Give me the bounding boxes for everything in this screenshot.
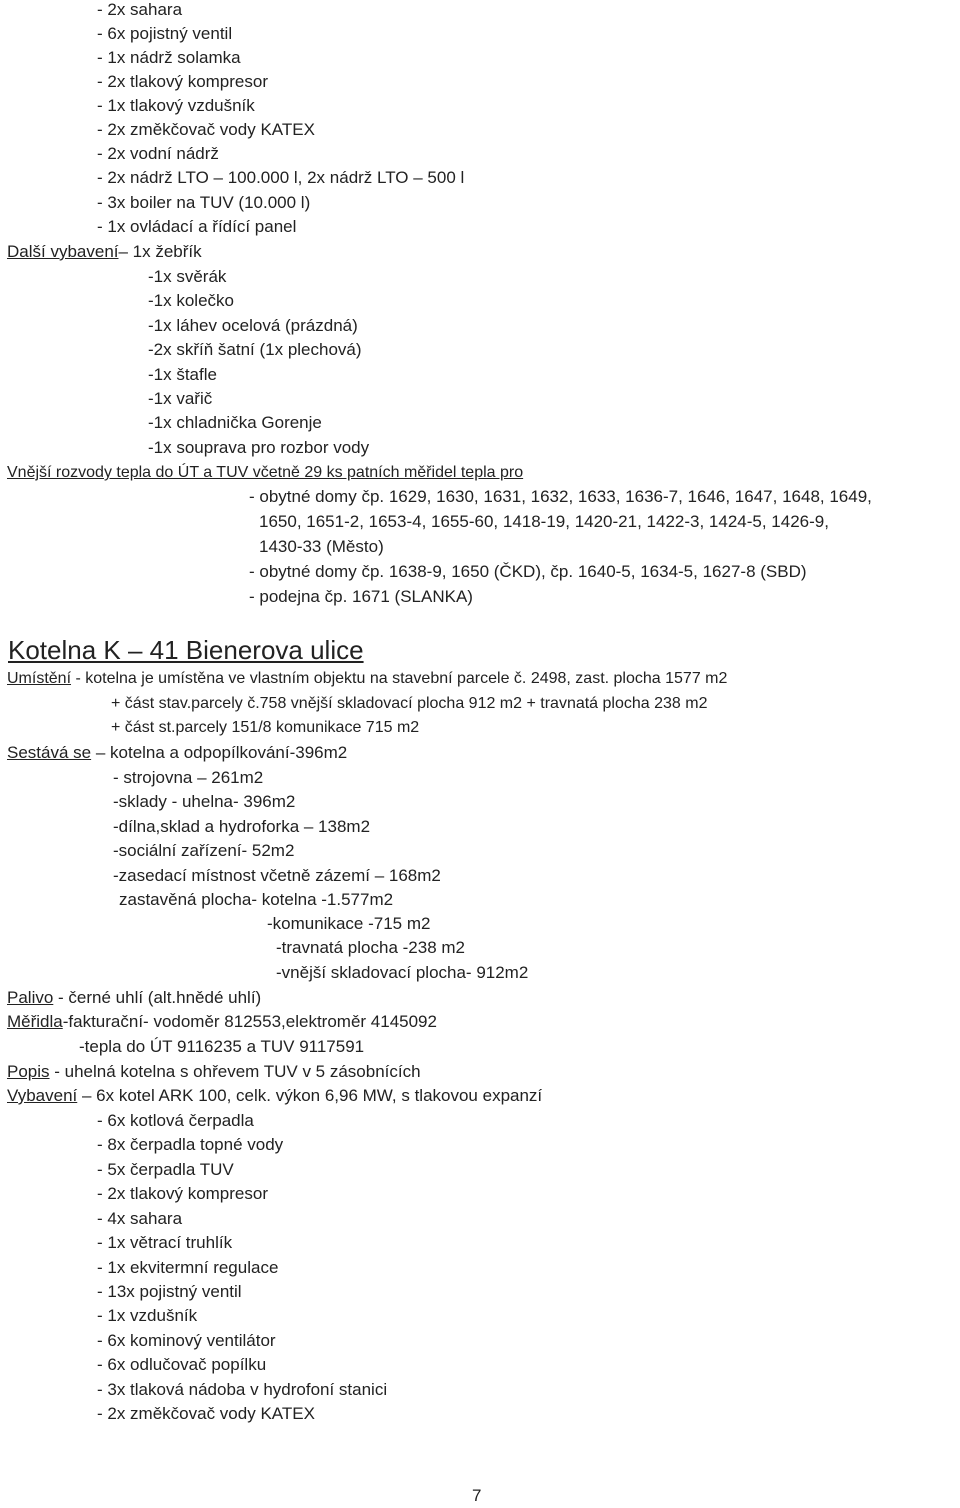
list-item: - 13x pojistný ventil xyxy=(97,1282,242,1301)
vnejsi-rozvody-line: - obytné domy čp. 1629, 1630, 1631, 1632, 1633, 1636-7, 1646, 1647, 1648, 1649, xyxy=(249,487,872,506)
popis-text: - uhelná kotelna s ohřevem TUV v 5 zásobnících xyxy=(49,1062,421,1081)
list-item: - 3x boiler na TUV (10.000 l) xyxy=(97,193,311,212)
popis-label: Popis xyxy=(7,1062,50,1081)
list-item: -1x štafle xyxy=(148,365,217,384)
list-item: -1x chladnička Gorenje xyxy=(148,413,322,432)
sestava-line: -sociální zařízení- 52m2 xyxy=(113,841,295,860)
list-item: - 6x kominový ventilátor xyxy=(97,1331,276,1350)
sestava-line: -komunikace -715 m2 xyxy=(267,914,431,933)
meridla-row xyxy=(7,1010,437,1034)
page-number: 7 xyxy=(472,1486,482,1505)
dalsi-vybaveni-first: – 1x žebřík xyxy=(118,242,202,261)
vybaveni-row xyxy=(7,1084,542,1108)
palivo-label: Palivo xyxy=(7,988,54,1007)
sestava-line: -dílna,sklad a hydroforka – 138m2 xyxy=(113,817,371,836)
list-item: - 1x větrací truhlík xyxy=(97,1233,233,1252)
list-item: - 1x ovládací a řídící panel xyxy=(97,217,297,236)
vnejsi-rozvody-line: 1430-33 (Město) xyxy=(259,537,384,556)
list-item: -1x kolečko xyxy=(148,291,234,310)
umisteni-row xyxy=(7,667,727,691)
sestava-line: -vnější skladovací plocha- 912m2 xyxy=(276,963,529,982)
vnejsi-rozvody-label: Vnější rozvody tepla do ÚT a TUV včetně 29 ks patních měřidel tepla pro xyxy=(7,464,524,481)
sestava-line: - strojovna – 261m2 xyxy=(113,768,264,787)
list-item: -1x souprava pro rozbor vody xyxy=(148,438,370,457)
list-item: -1x vařič xyxy=(148,389,213,408)
list-item: - 2x nádrž LTO – 100.000 l, 2x nádrž LTO – 500 l xyxy=(97,168,465,187)
list-item: - 5x čerpadla TUV xyxy=(97,1160,234,1179)
vnejsi-rozvody-line: 1650, 1651-2, 1653-4, 1655-60, 1418-19, 1420-21, 1422-3, 1424-5, 1426-9, xyxy=(259,512,829,531)
list-item: - 1x tlakový vzdušník xyxy=(97,96,255,115)
umisteni-label: Umístění xyxy=(7,670,72,687)
sestava-line: -travnatá plocha -238 m2 xyxy=(276,938,465,957)
sestava-line: -zasedací místnost včetně zázemí – 168m2 xyxy=(113,866,441,885)
vybaveni-label: Vybavení xyxy=(7,1086,78,1105)
vybaveni-first: – 6x kotel ARK 100, celk. výkon 6,96 MW, s tlakovou expanzí xyxy=(77,1086,543,1105)
popis-row xyxy=(7,1060,421,1084)
sestava-label: Sestává se xyxy=(7,743,92,762)
list-item: -2x skříň šatní (1x plechová) xyxy=(148,340,362,359)
list-item: - 4x sahara xyxy=(97,1209,183,1228)
dalsi-vybaveni-label: Další vybavení xyxy=(7,242,119,261)
list-item: - 6x kotlová čerpadla xyxy=(97,1111,254,1130)
list-item: - 2x sahara xyxy=(97,0,183,19)
list-item: - 2x změkčovač vody KATEX xyxy=(97,1404,315,1423)
palivo-row xyxy=(7,986,261,1010)
list-item: - 1x nádrž solamka xyxy=(97,48,241,67)
sestava-line: zastavěná plocha- kotelna -1.577m2 xyxy=(119,890,394,909)
list-item: - 3x tlaková nádoba v hydrofoní stanici xyxy=(97,1380,388,1399)
list-item: - 2x tlakový kompresor xyxy=(97,72,268,91)
meridla-line: -tepla do ÚT 9116235 a TUV 9117591 xyxy=(79,1037,365,1056)
list-item: -1x láhev ocelová (prázdná) xyxy=(148,316,358,335)
list-item: - 6x pojistný ventil xyxy=(97,24,233,43)
dalsi-vybaveni-row xyxy=(7,240,202,264)
sestava-row xyxy=(7,741,347,765)
sestava-line: -sklady - uhelna- 396m2 xyxy=(113,792,296,811)
vnejsi-rozvody-line: - obytné domy čp. 1638-9, 1650 (ČKD), čp. 1640-5, 1634-5, 1627-8 (SBD) xyxy=(249,562,807,581)
umisteni-line: + část stav.parcely č.758 vnější skladovací plocha 912 m2 + travnatá plocha 238 m2 xyxy=(111,695,708,712)
list-item: - 8x čerpadla topné vody xyxy=(97,1135,284,1154)
section-heading: Kotelna K – 41 Bienerova ulice xyxy=(8,635,364,665)
list-item: - 6x odlučovač popílku xyxy=(97,1355,267,1374)
umisteni-text: - kotelna je umístěna ve vlastním objektu na stavební parcele č. 2498, zast. plocha 1577 m2 xyxy=(71,670,728,687)
sestava-text: – kotelna a odpopílkování-396m2 xyxy=(91,743,348,762)
vnejsi-rozvody-line: - podejna čp. 1671 (SLANKA) xyxy=(249,587,473,606)
list-item: -1x svěrák xyxy=(148,267,227,286)
list-item: - 2x tlakový kompresor xyxy=(97,1184,268,1203)
palivo-text: - černé uhlí (alt.hnědé uhlí) xyxy=(53,988,262,1007)
list-item: - 1x ekvitermní regulace xyxy=(97,1258,279,1277)
list-item: - 2x vodní nádrž xyxy=(97,144,219,163)
list-item: - 1x vzdušník xyxy=(97,1306,198,1325)
meridla-label: Měřidla xyxy=(7,1012,63,1031)
umisteni-line: + část st.parcely 151/8 komunikace 715 m2 xyxy=(111,719,420,736)
meridla-text: -fakturační- vodoměr 812553,elektroměr 4145092 xyxy=(62,1012,437,1031)
list-item: - 2x změkčovač vody KATEX xyxy=(97,120,315,139)
